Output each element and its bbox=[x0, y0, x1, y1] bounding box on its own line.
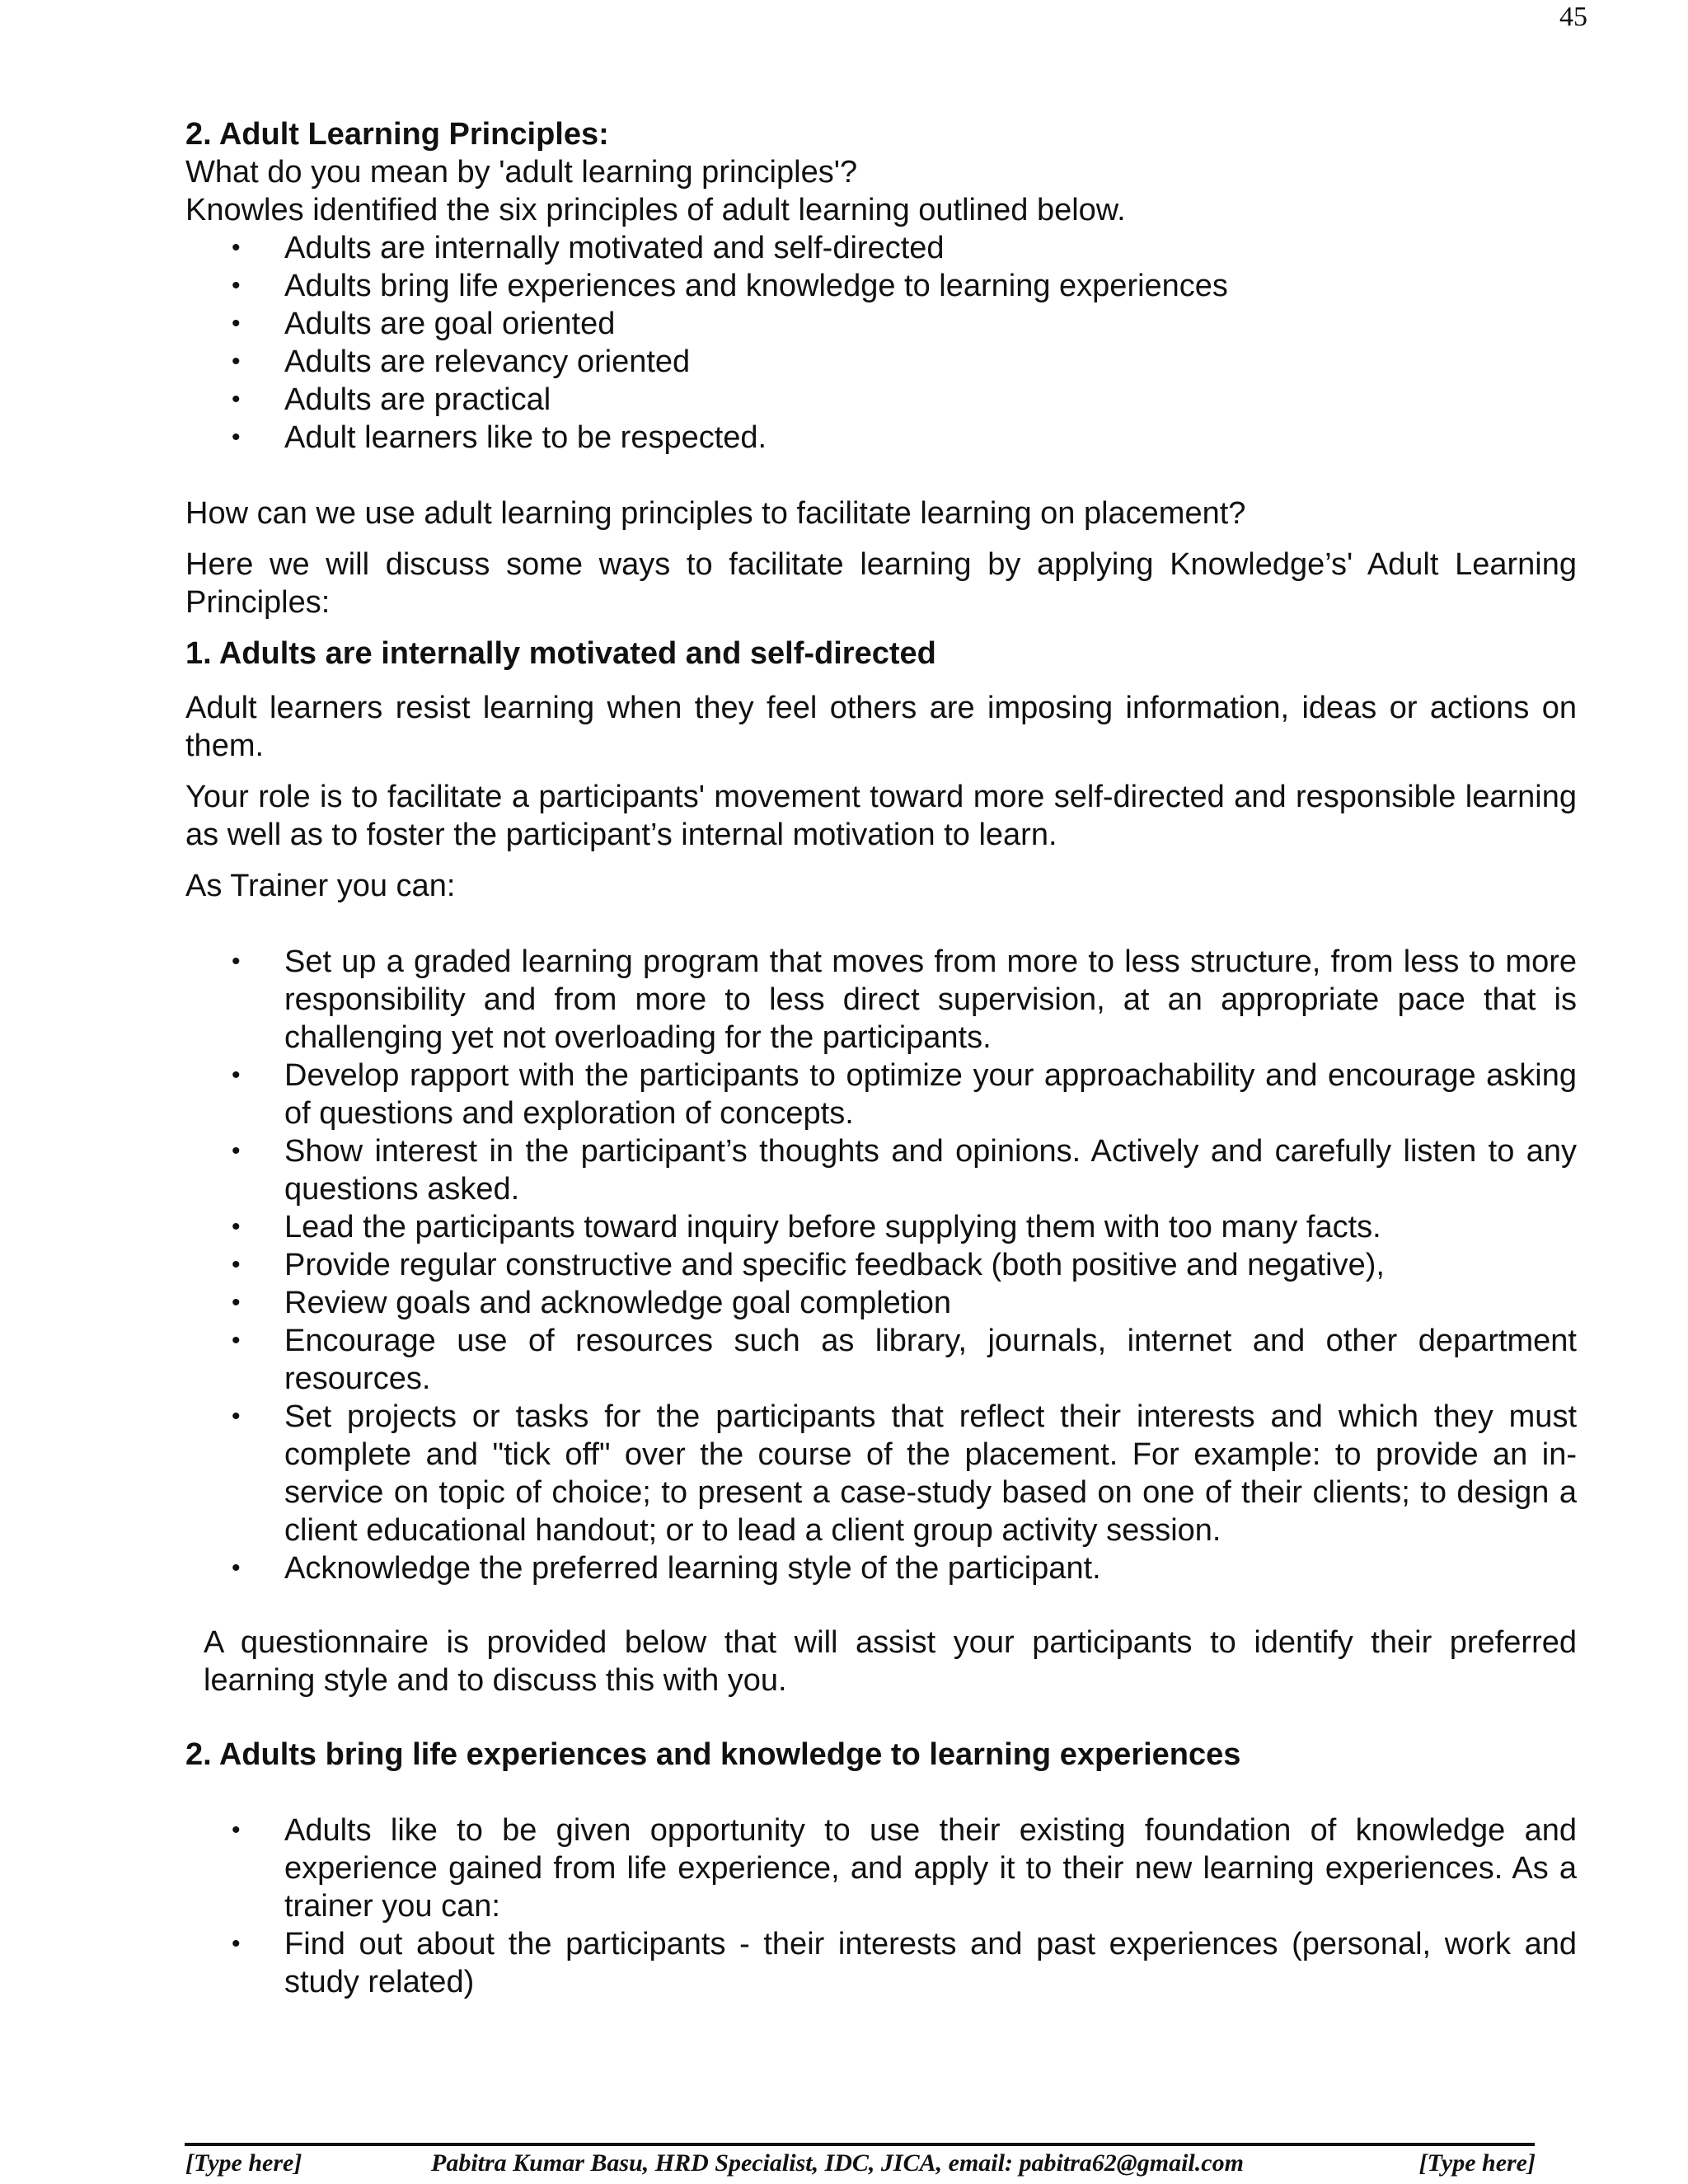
subsection-heading: 2. Adults bring life experiences and knowledge to learning experiences bbox=[185, 1737, 1241, 1772]
list-item: • Develop rapport with the participants to optimize your approachability and encourage asking of questions and exploration of concepts. bbox=[185, 1057, 1577, 1132]
paragraph: Adult learners resist learning when they feel others are imposing information, ideas or actions on them. bbox=[185, 691, 1577, 763]
footer-right: [Type here] bbox=[1418, 2149, 1536, 2177]
question-text: What do you mean by 'adult learning principles'? bbox=[185, 155, 858, 190]
experience-list bbox=[185, 1811, 1577, 2001]
paragraph: As Trainer you can: bbox=[185, 869, 456, 903]
list-item: • Adults are goal oriented bbox=[185, 305, 1577, 343]
intro-text: Knowles identified the six principles of adult learning outlined below. bbox=[185, 193, 1126, 227]
list-item: • Set projects or tasks for the participants that reflect their interests and which they must complete and "tick off" over the course of the placement. For example: to provide an in-service on topic of choice; to present a case-study based on one of their clients; to design a client educational handout; or to lead a client group activity session. bbox=[185, 1398, 1577, 1549]
list-item: • Provide regular constructive and specific feedback (both positive and negative), bbox=[185, 1246, 1577, 1284]
list-item: • Review goals and acknowledge goal completion bbox=[185, 1284, 1577, 1322]
footer-divider bbox=[185, 2143, 1535, 2146]
paragraph: Your role is to facilitate a participants' movement toward more self-directed and responsible learning as well as to foster the participant’s internal motivation to learn. bbox=[185, 780, 1577, 852]
list-item: • Find out about the participants - their interests and past experiences (personal, work and study related) bbox=[185, 1925, 1577, 2001]
paragraph: Here we will discuss some ways to facilitate learning by applying Knowledge’s' Adult Learning Principles: bbox=[185, 547, 1577, 620]
list-item: • Adult learners like to be respected. bbox=[185, 419, 1577, 457]
section-title: 2. Adult Learning Principles: bbox=[185, 117, 609, 152]
list-item: • Adults are internally motivated and self-directed bbox=[185, 229, 1577, 267]
list-item: • Lead the participants toward inquiry before supplying them with too many facts. bbox=[185, 1208, 1577, 1246]
list-item: • Show interest in the participant’s thoughts and opinions. Actively and carefully listen to any questions asked. bbox=[185, 1132, 1577, 1208]
principles-list bbox=[185, 229, 1577, 457]
paragraph: A questionnaire is provided below that will assist your participants to identify their preferred learning style and to discuss this with you. bbox=[204, 1625, 1577, 1698]
question-text: How can we use adult learning principles to facilitate learning on placement? bbox=[185, 496, 1246, 531]
list-item: • Acknowledge the preferred learning style of the participant. bbox=[185, 1549, 1577, 1587]
list-item: • Encourage use of resources such as library, journals, internet and other department resources. bbox=[185, 1322, 1577, 1398]
list-item: • Adults are relevancy oriented bbox=[185, 343, 1577, 381]
list-item: • Set up a graded learning program that moves from more to less structure, from less to more responsibility and from more to less direct supervision, at an appropriate pace that is challenging yet not overloading for the participants. bbox=[185, 943, 1577, 1057]
document-body bbox=[185, 115, 1577, 2001]
page-number: 45 bbox=[1559, 2, 1587, 32]
page-footer bbox=[185, 2149, 1536, 2182]
subsection-heading: 1. Adults are internally motivated and self-directed bbox=[185, 636, 936, 671]
list-item: • Adults are practical bbox=[185, 381, 1577, 419]
footer-center: Pabitra Kumar Basu, HRD Specialist, IDC, JICA, email: pabitra62@gmail.com bbox=[431, 2149, 1244, 2177]
list-item: • Adults bring life experiences and knowledge to learning experiences bbox=[185, 267, 1577, 305]
footer-left: [Type here] bbox=[185, 2149, 302, 2177]
list-item: • Adults like to be given opportunity to use their existing foundation of knowledge and experience gained from life experience, and apply it to their new learning experiences. As a trainer you can: bbox=[185, 1811, 1577, 1925]
trainer-actions-list bbox=[185, 943, 1577, 1587]
